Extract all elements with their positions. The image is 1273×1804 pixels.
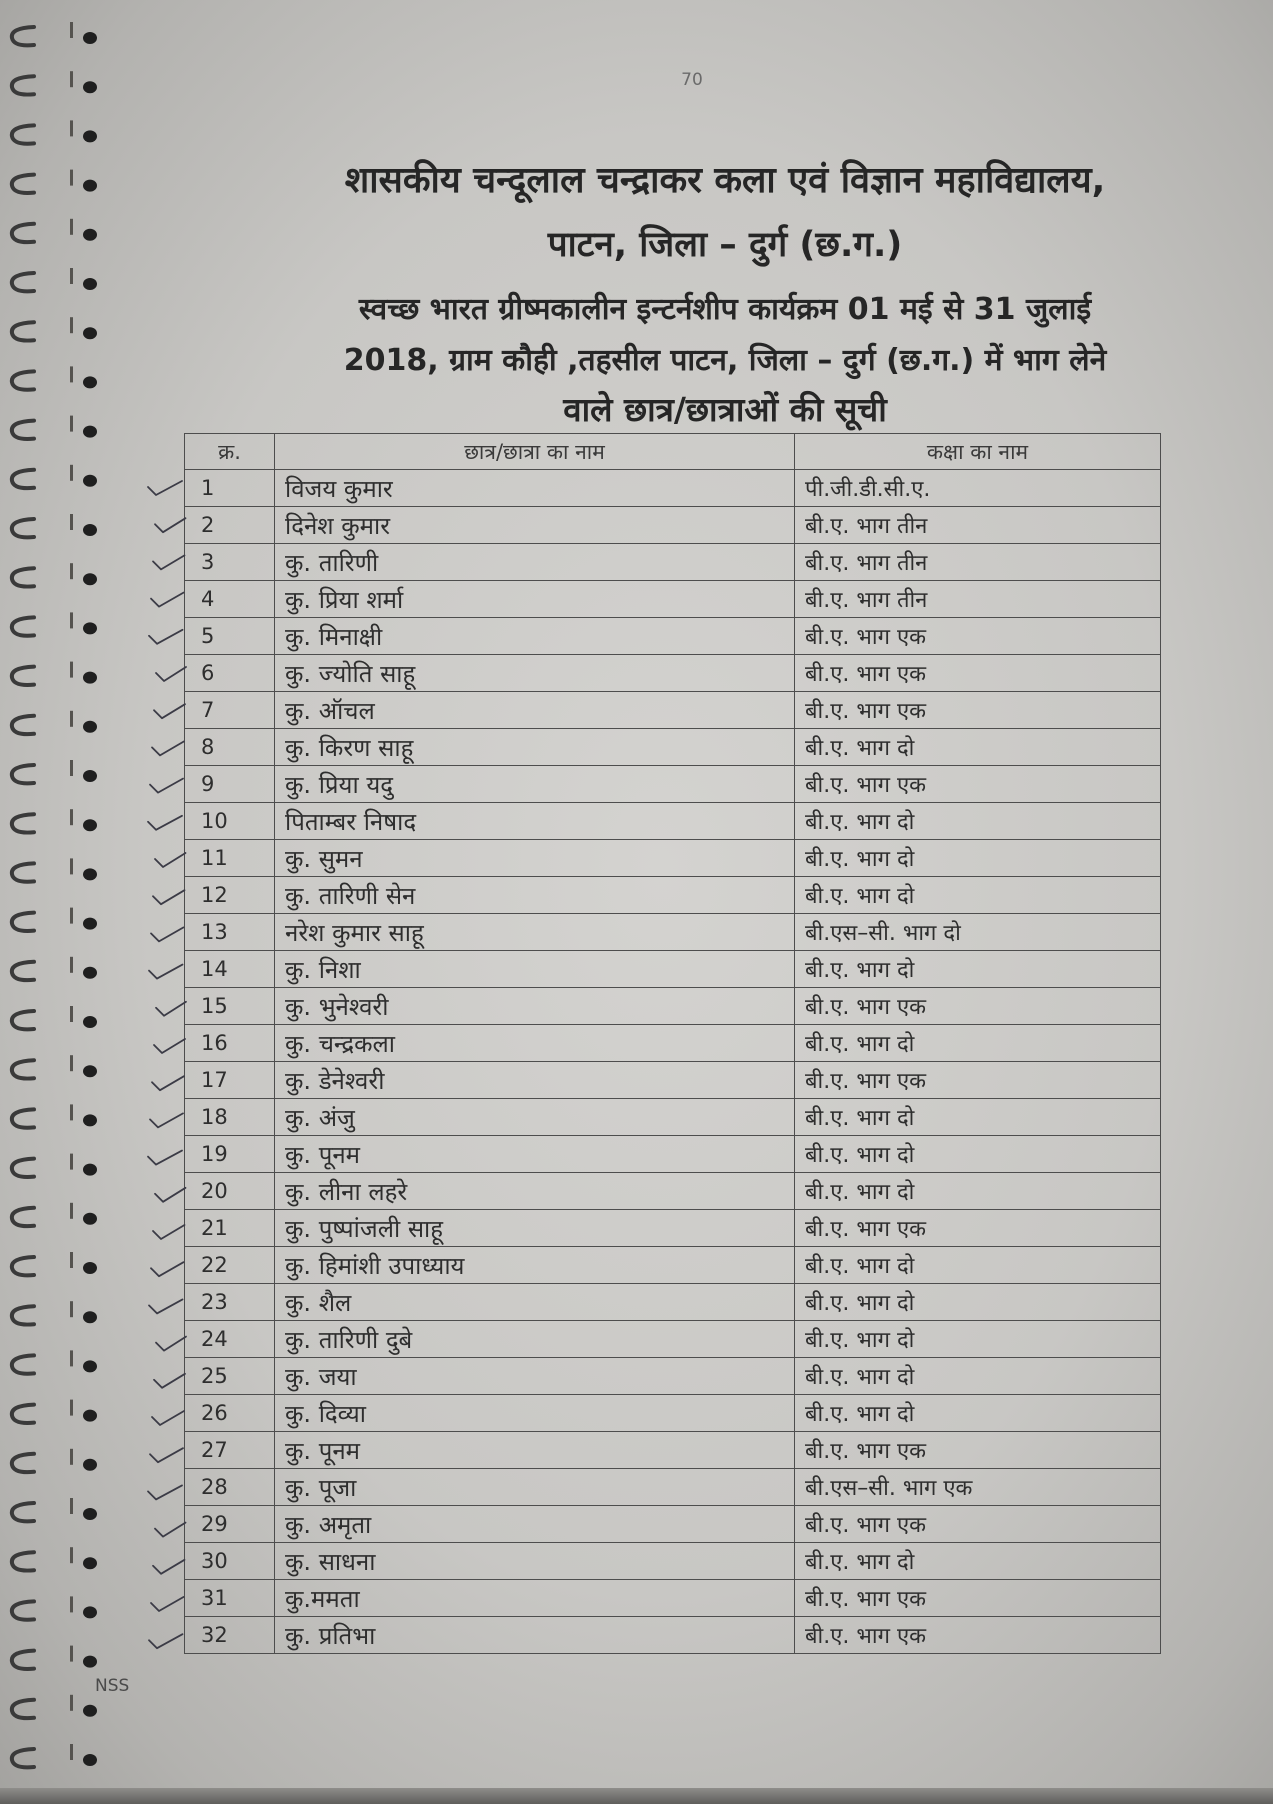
serial-number-cell: 25 (185, 1358, 275, 1395)
class-name-cell: बी.ए. भाग तीन (795, 507, 1161, 544)
punch-hole (83, 130, 97, 142)
student-name-cell: पिताम्बर निषाद (275, 803, 795, 840)
punch-hole (83, 1656, 97, 1668)
binding-coil (12, 1498, 97, 1521)
student-name-cell: कु. साधना (275, 1543, 795, 1580)
class-name-cell: बी.ए. भाग एक (795, 1062, 1161, 1099)
handwritten-tick-mark (152, 1076, 184, 1090)
table-row (185, 470, 1161, 507)
binding-coil (12, 1301, 97, 1324)
student-name-cell: कु. जया (275, 1358, 795, 1395)
table-row (185, 1062, 1161, 1099)
table-row (185, 1543, 1161, 1580)
punch-hole (83, 770, 97, 782)
table-row (185, 1617, 1161, 1654)
serial-number-cell: 12 (185, 877, 275, 914)
handwritten-tick-mark (148, 481, 182, 495)
binding-coil (12, 1400, 97, 1423)
binding-coil (12, 120, 97, 143)
binding-coil (12, 563, 97, 586)
serial-number-cell: 14 (185, 951, 275, 988)
table-row (185, 1395, 1161, 1432)
punch-hole (83, 573, 97, 585)
table-row (185, 1284, 1161, 1321)
table-row (185, 766, 1161, 803)
serial-number-cell: 22 (185, 1247, 275, 1284)
student-name-cell: कु. पूनम (275, 1136, 795, 1173)
punch-hole (83, 1213, 97, 1225)
table-row (185, 803, 1161, 840)
binding-coil (12, 268, 97, 291)
table-body (185, 470, 1161, 1654)
student-name-cell: नरेश कुमार साहू (275, 914, 795, 951)
binding-coil (12, 514, 97, 537)
serial-number-cell: 13 (185, 914, 275, 951)
binding-coil (12, 22, 97, 45)
student-name-cell: कु. दिव्या (275, 1395, 795, 1432)
serial-number-cell: 32 (185, 1617, 275, 1654)
binding-coil (12, 317, 97, 340)
class-name-cell: बी.ए. भाग दो (795, 1543, 1161, 1580)
handwritten-tick-mark (156, 1337, 186, 1351)
punch-hole (83, 868, 97, 880)
handwritten-tick-mark (154, 704, 185, 718)
class-name-cell: बी.ए. भाग एक (795, 618, 1161, 655)
punch-hole (83, 1016, 97, 1028)
serial-number-cell: 31 (185, 1580, 275, 1617)
student-name-cell: कु. अमृता (275, 1506, 795, 1543)
student-name-cell: कु. अंजु (275, 1099, 795, 1136)
table-row (185, 877, 1161, 914)
class-name-cell: बी.ए. भाग एक (795, 1617, 1161, 1654)
punch-hole (83, 1065, 97, 1077)
student-name-cell: कु. निशा (275, 951, 795, 988)
handwritten-tick-mark (156, 667, 186, 681)
student-name-cell: कु. पूजा (275, 1469, 795, 1506)
binding-coil (12, 1350, 97, 1373)
student-name-cell: कु. प्रिया यदु (275, 766, 795, 803)
class-name-cell: बी.ए. भाग दो (795, 840, 1161, 877)
class-name-cell: बी.ए. भाग दो (795, 1136, 1161, 1173)
class-name-cell: बी.ए. भाग तीन (795, 581, 1161, 618)
binding-coil (12, 1203, 97, 1226)
binding-coil (12, 1252, 97, 1275)
punch-hole (83, 376, 97, 388)
handwritten-tick-mark (153, 890, 185, 904)
spiral-binding (0, 0, 115, 1804)
table-header-row (185, 434, 1161, 470)
student-list-table (184, 433, 1161, 1654)
list-title: वाले छात्र/छात्राओं की सूची (563, 390, 887, 429)
punch-hole (83, 327, 97, 339)
binding-coil (12, 612, 97, 635)
binding-coil (12, 1154, 97, 1177)
class-name-cell: बी.ए. भाग दो (795, 951, 1161, 988)
serial-number-cell: 8 (185, 729, 275, 766)
handwritten-tick-mark (149, 965, 183, 979)
punch-hole (83, 475, 97, 487)
college-name-heading: शासकीय चन्दूलाल चन्द्राकर कला एवं विज्ञान महाविद्यालय, (344, 160, 1106, 201)
handwritten-tick-mark (153, 1225, 185, 1239)
student-name-cell: कु. पुष्पांजली साहू (275, 1210, 795, 1247)
table-row (185, 507, 1161, 544)
punch-hole (83, 1410, 97, 1422)
binding-coil (12, 858, 97, 881)
binding-coil (12, 760, 97, 783)
punch-hole (83, 967, 97, 979)
class-name-cell: बी.ए. भाग दो (795, 1025, 1161, 1062)
binding-coil (12, 1547, 97, 1570)
punch-hole (83, 918, 97, 930)
class-name-cell: बी.ए. भाग एक (795, 1580, 1161, 1617)
punch-hole (83, 819, 97, 831)
table-row (185, 1099, 1161, 1136)
punch-hole (83, 672, 97, 684)
handwritten-tick-mark (149, 630, 183, 644)
punch-hole (83, 32, 97, 44)
table-row (185, 1173, 1161, 1210)
handwritten-tick-mark (152, 1411, 184, 1425)
serial-number-cell: 5 (185, 618, 275, 655)
handwritten-tick-mark (151, 1597, 184, 1611)
table-row (185, 988, 1161, 1025)
handwritten-tick-mark (155, 1523, 186, 1537)
binding-coil (12, 219, 97, 242)
serial-number-cell: 1 (185, 470, 275, 507)
binding-coil (12, 366, 97, 389)
student-name-cell: कु. भुनेश्वरी (275, 988, 795, 1025)
class-name-cell: बी.ए. भाग एक (795, 1432, 1161, 1469)
handwritten-tick-mark (150, 1113, 183, 1127)
table-row (185, 1469, 1161, 1506)
handwritten-tick-mark (154, 1374, 185, 1388)
binding-coil (12, 809, 97, 832)
class-name-cell: बी.ए. भाग दो (795, 1395, 1161, 1432)
handwritten-tick-mark (151, 1262, 184, 1276)
serial-number-cell: 9 (185, 766, 275, 803)
binding-coil (12, 1744, 97, 1767)
header-serial-number: क्र. (185, 434, 275, 470)
student-name-cell: कु. सुमन (275, 840, 795, 877)
handwritten-tick-mark (149, 1634, 183, 1648)
binding-coil (12, 908, 97, 931)
handwritten-tick-mark (150, 1448, 183, 1462)
table-row (185, 1321, 1161, 1358)
student-name-cell: कु. पूनम (275, 1432, 795, 1469)
header-class-name: कक्षा का नाम (795, 434, 1161, 470)
handwritten-tick-mark (156, 1002, 186, 1016)
punch-hole (83, 1262, 97, 1274)
class-name-cell: बी.ए. भाग दो (795, 1321, 1161, 1358)
class-name-cell: बी.ए. भाग दो (795, 729, 1161, 766)
student-name-cell: कु.ममता (275, 1580, 795, 1617)
class-name-cell: बी.ए. भाग दो (795, 1358, 1161, 1395)
student-name-cell: विजय कुमार (275, 470, 795, 507)
binding-coil (12, 170, 97, 193)
student-name-cell: कु. हिमांशी उपाध्याय (275, 1247, 795, 1284)
student-name-cell: कु. तारिणी (275, 544, 795, 581)
serial-number-cell: 19 (185, 1136, 275, 1173)
table-row (185, 655, 1161, 692)
student-name-cell: कु. तारिणी सेन (275, 877, 795, 914)
serial-number-cell: 15 (185, 988, 275, 1025)
serial-number-cell: 10 (185, 803, 275, 840)
handwritten-tick-mark (152, 741, 184, 755)
serial-number-cell: 24 (185, 1321, 275, 1358)
student-name-cell: कु. प्रिया शर्मा (275, 581, 795, 618)
class-name-cell: बी.ए. भाग एक (795, 655, 1161, 692)
serial-number-cell: 7 (185, 692, 275, 729)
binding-coil (12, 711, 97, 734)
class-name-cell: पी.जी.डी.सी.ए. (795, 470, 1161, 507)
student-name-cell: कु. ऑचल (275, 692, 795, 729)
punch-hole (83, 1114, 97, 1126)
table-row (185, 1247, 1161, 1284)
punch-hole (83, 180, 97, 192)
table-row (185, 914, 1161, 951)
binding-coil (12, 1449, 97, 1472)
punch-hole (83, 1164, 97, 1176)
class-name-cell: बी.ए. भाग दो (795, 1284, 1161, 1321)
table-row (185, 840, 1161, 877)
punch-hole (83, 1508, 97, 1520)
binding-coil (12, 1695, 97, 1718)
student-name-cell: कु. शैल (275, 1284, 795, 1321)
handwritten-tick-mark (150, 779, 183, 793)
serial-number-cell: 27 (185, 1432, 275, 1469)
binding-coil (12, 1006, 97, 1029)
punch-hole (83, 1606, 97, 1618)
handwritten-tick-mark (153, 555, 185, 569)
handwritten-tick-mark (153, 1560, 185, 1574)
binding-coil (12, 71, 97, 94)
binding-coil (12, 465, 97, 488)
punch-hole (83, 524, 97, 536)
serial-number-cell: 30 (185, 1543, 275, 1580)
table-row (185, 951, 1161, 988)
student-name-cell: कु. चन्द्रकला (275, 1025, 795, 1062)
handwritten-tick-mark (155, 518, 186, 532)
punch-hole (83, 1459, 97, 1471)
table-row (185, 692, 1161, 729)
table-row (185, 1580, 1161, 1617)
class-name-cell: बी.एस–सी. भाग दो (795, 914, 1161, 951)
table-row (185, 618, 1161, 655)
table-row (185, 1025, 1161, 1062)
class-name-cell: बी.ए. भाग एक (795, 1210, 1161, 1247)
punch-hole (83, 622, 97, 634)
table-row (185, 1358, 1161, 1395)
punch-hole (83, 426, 97, 438)
table-row (185, 544, 1161, 581)
serial-number-cell: 16 (185, 1025, 275, 1062)
binding-coil (12, 416, 97, 439)
class-name-cell: बी.ए. भाग दो (795, 1099, 1161, 1136)
serial-number-cell: 29 (185, 1506, 275, 1543)
student-name-cell: दिनेश कुमार (275, 507, 795, 544)
binding-coil (12, 957, 97, 980)
student-name-cell: कु. लीना लहरे (275, 1173, 795, 1210)
handwritten-tick-mark (148, 816, 182, 830)
programme-heading-line-2: 2018, ग्राम कौही ,तहसील पाटन, जिला – दुर्ग (छ.ग.) में भाग लेने (343, 343, 1107, 378)
punch-hole (83, 1311, 97, 1323)
handwritten-tick-mark (151, 927, 184, 941)
student-name-cell: कु. मिनाक्षी (275, 618, 795, 655)
table-row (185, 729, 1161, 766)
nss-mark: NSS (95, 1676, 130, 1696)
class-name-cell: बी.ए. भाग दो (795, 877, 1161, 914)
serial-number-cell: 2 (185, 507, 275, 544)
student-name-cell: कु. तारिणी दुबे (275, 1321, 795, 1358)
serial-number-cell: 4 (185, 581, 275, 618)
class-name-cell: बी.ए. भाग एक (795, 988, 1161, 1025)
table-row (185, 581, 1161, 618)
binding-coil (12, 1596, 97, 1619)
punch-hole (83, 1360, 97, 1372)
page-bottom-edge (0, 1788, 1273, 1804)
handwritten-tick-mark (148, 1485, 182, 1499)
handwritten-tick-mark (151, 593, 184, 607)
binding-coil (12, 1646, 97, 1669)
class-name-cell: बी.ए. भाग एक (795, 1506, 1161, 1543)
handwritten-tick-mark (149, 1299, 183, 1313)
punch-hole (83, 1754, 97, 1766)
binding-coil (12, 662, 97, 685)
punch-hole (83, 81, 97, 93)
college-location-heading: पाटन, जिला – दुर्ग (छ.ग.) (547, 225, 903, 265)
handwritten-tick-mark (155, 1188, 186, 1202)
serial-number-cell: 26 (185, 1395, 275, 1432)
student-name-cell: कु. किरण साहू (275, 729, 795, 766)
serial-number-cell: 17 (185, 1062, 275, 1099)
student-name-cell: कु. ज्योति साहू (275, 655, 795, 692)
punch-hole (83, 721, 97, 733)
class-name-cell: बी.ए. भाग दो (795, 1173, 1161, 1210)
punch-hole (83, 229, 97, 241)
punch-hole (83, 1557, 97, 1569)
serial-number-cell: 23 (185, 1284, 275, 1321)
serial-number-cell: 21 (185, 1210, 275, 1247)
class-name-cell: बी.ए. भाग तीन (795, 544, 1161, 581)
class-name-cell: बी.ए. भाग दो (795, 1247, 1161, 1284)
class-name-cell: बी.ए. भाग एक (795, 692, 1161, 729)
handwritten-tick-mark (148, 1151, 182, 1165)
student-name-cell: कु. प्रतिभा (275, 1617, 795, 1654)
handwritten-tick-mark (155, 853, 186, 867)
serial-number-cell: 20 (185, 1173, 275, 1210)
header-student-name: छात्र/छात्रा का नाम (275, 434, 795, 470)
page-number: 70 (681, 70, 703, 90)
punch-hole (83, 1705, 97, 1717)
programme-heading-line-1: स्वच्छ भारत ग्रीष्मकालीन इन्टर्नशीप कार्यक्रम 01 मई से 31 जुलाई (358, 292, 1092, 327)
handwritten-tick-mark (154, 1039, 185, 1053)
punch-hole (83, 278, 97, 290)
serial-number-cell: 18 (185, 1099, 275, 1136)
serial-number-cell: 28 (185, 1469, 275, 1506)
table-row (185, 1506, 1161, 1543)
serial-number-cell: 3 (185, 544, 275, 581)
serial-number-cell: 6 (185, 655, 275, 692)
table-row (185, 1136, 1161, 1173)
binding-coil (12, 1104, 97, 1127)
class-name-cell: बी.एस–सी. भाग एक (795, 1469, 1161, 1506)
student-name-cell: कु. डेनेश्वरी (275, 1062, 795, 1099)
table-row (185, 1432, 1161, 1469)
table-row (185, 1210, 1161, 1247)
serial-number-cell: 11 (185, 840, 275, 877)
class-name-cell: बी.ए. भाग दो (795, 803, 1161, 840)
class-name-cell: बी.ए. भाग एक (795, 766, 1161, 803)
binding-coil (12, 1055, 97, 1078)
